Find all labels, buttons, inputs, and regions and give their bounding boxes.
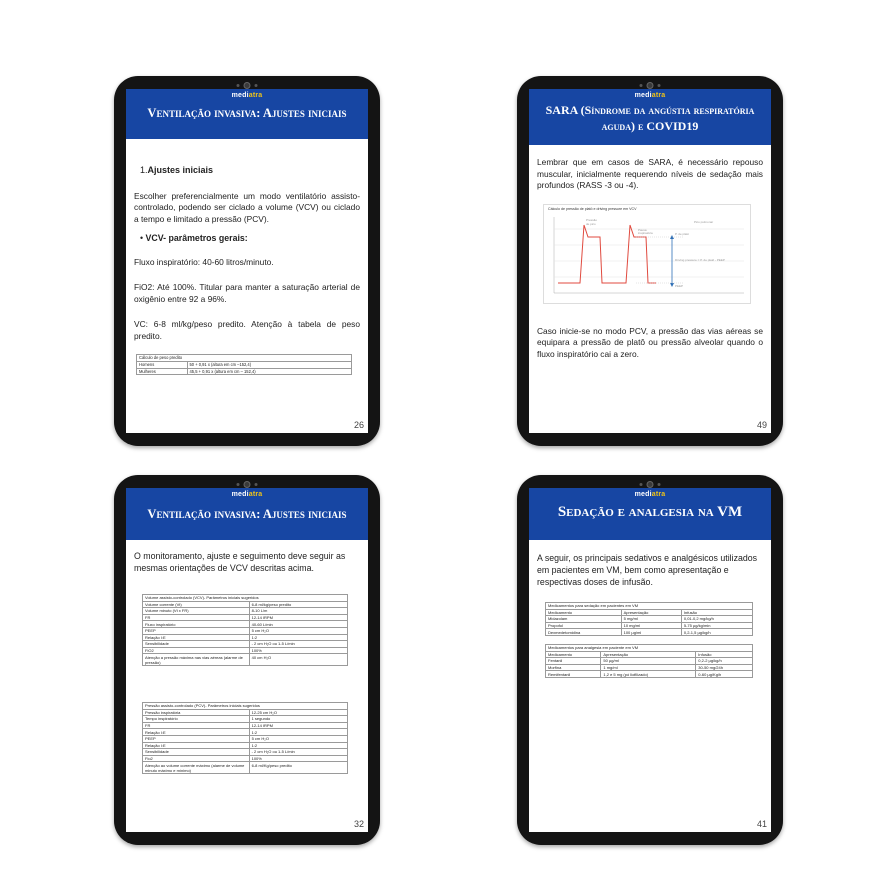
table-row: PEEP 5 cm H₂O: [143, 627, 348, 634]
table-row: PEEP 5 cm H₂O: [143, 735, 348, 742]
section-heading: 1.Ajustes iniciais: [140, 165, 214, 175]
paragraph: A seguir, os principais sedativos e analgésicos utilizados em pacientes em VM, bem como apresentação e respectivas doses de infusão.: [537, 553, 758, 587]
page-number: 26: [353, 420, 364, 430]
table-row: Volume corrente (Vt) 6-8 ml/kg/peso predito: [143, 601, 348, 608]
camera-dots: [237, 481, 258, 488]
page-header: [529, 488, 771, 540]
pressure-chart: [543, 204, 751, 304]
page-number: 49: [756, 420, 767, 430]
tablet-page-49: [517, 76, 783, 446]
table-row: Mulheres 45,5 + 0,91 x (altura em cm – 152,4): [137, 368, 352, 375]
page-header: [126, 89, 368, 139]
paragraph: Escolher preferencialmente um modo ventilatório assisto-controlado, podendo ser ciclado a volume (VCV) ou ciclado a tempo e limitado a pressão (PCV).: [134, 190, 360, 224]
brand-logo: mediatra: [231, 491, 263, 498]
pcv-params-table: [142, 702, 348, 774]
table-title: Medicamentos para sedação em pacientes em VM: [546, 603, 753, 610]
table-row: Relação I:E 1:2: [143, 634, 348, 641]
table-row: Morfina 1 mg/ml 30-50 mg/24h: [546, 664, 753, 671]
table-row: Atenção ao volume corrente máximo (alarme de volume minuto máximo e mínimo) 6-8 ml/Kg/peso predito: [143, 762, 348, 774]
paragraph: VC: 6-8 ml/kg/peso predito. Atenção à tabela de peso predito.: [134, 319, 360, 341]
page-header: [529, 89, 771, 145]
table-header-row: Medicamento Apresentação Infusão: [546, 609, 753, 616]
document-page: [529, 488, 771, 832]
table-row: Volume minuto (Vt x FR) 8-10 L/m: [143, 608, 348, 615]
table-row: Relação I:E 1:2: [143, 742, 348, 749]
label-caption: Pico pulmonar: [694, 219, 714, 224]
table-row: Sensibilidade - 2 cm H₂O ou 1-5 L/min: [143, 641, 348, 648]
tablet-page-41: [517, 475, 783, 845]
analgesia-table: [545, 644, 753, 678]
brand-logo: mediatra: [634, 92, 666, 99]
table-title: Volume assisto-controlado (VCV)- Parâmetros iniciais sugeridos: [143, 595, 348, 602]
pressure-waveform: [544, 215, 750, 299]
vcv-params-table: [142, 594, 348, 666]
table-row: Pressão inspiratória 12-25 cm H₂O: [143, 709, 348, 716]
svg-text:inspiratória: inspiratória: [638, 230, 653, 235]
svg-text:de pico: de pico: [586, 221, 596, 226]
table-row: Homens 50 + 0,91 x (altura em cm –152,4): [137, 361, 352, 368]
paragraph: Lembrar que em casos de SARA, é necessário repouso muscular, inicialmente requerendo níveis de sedação mais profundos (RASS -3 ou -4).: [537, 157, 763, 190]
table-row: Relação I:E 1:2: [143, 729, 348, 736]
page-header: [126, 488, 368, 540]
table-title: Cálculo de peso predito: [137, 355, 352, 362]
label-peep: PEEP: [675, 283, 684, 288]
table-title: Medicamentos para analgesia em paciente em VM: [546, 644, 753, 651]
label-peak: Pressão: [586, 217, 598, 222]
document-page: [529, 89, 771, 433]
page-title: Ventilação invasiva: Ajustes iniciais: [147, 507, 347, 521]
table-row: Fio2 100%: [143, 755, 348, 762]
page-title: Ventilação invasiva: Ajustes iniciais: [147, 106, 347, 120]
table-row: Remifentanil 1,2 e 5 mg (pó liofilizado) 0-60 µg/Kg/h: [546, 671, 753, 678]
page-number: 41: [756, 819, 767, 829]
table-row: Tempo inspiratório 1 segundo: [143, 716, 348, 723]
table-header-row: Medicamento Apresentação Infusão: [546, 651, 753, 658]
camera-dots: [640, 481, 661, 488]
bullet-icon: •: [140, 233, 144, 243]
paragraph: Fluxo inspiratório: 40-60 litros/minuto.: [134, 256, 274, 267]
paragraph: Caso inicie-se no modo PCV, a pressão das vias aéreas se equipara a pressão de platô ou pressão alveolar quando o fluxo inspiratório cai a zero.: [537, 325, 763, 359]
tablet-page-32: [114, 475, 380, 845]
page-title: Sedação e analgesia na VM: [557, 504, 743, 520]
brand-logo: mediatra: [231, 92, 263, 99]
page-number: 32: [353, 819, 364, 829]
table-row: Dexmedetomidina 100 µg/ml 0,2-1,5 µg/kg/h: [546, 629, 753, 636]
table-row: Fluxo inspiratório 40-60 L/min: [143, 621, 348, 628]
page-title: SARA (Síndrome da angústia respiratória aguda) e COVID19: [545, 103, 755, 133]
table-row: Propofol 10 mg/ml 5-75 µg/kg/min: [546, 622, 753, 629]
table-row: FR 12-14 IRPM: [143, 722, 348, 729]
label-driving: Driving pressure = P. de platô - PEEP: [675, 257, 725, 262]
table-row: Midazolam 5 mg/ml 0,01-0,2 mg/kg/h: [546, 616, 753, 623]
predicted-weight-table: [136, 354, 352, 375]
label-plateau: P. de platô: [675, 231, 689, 236]
sedation-table: [545, 602, 753, 636]
chart-title: Cálculo de pressão de platô e driving pressure em VCV: [548, 206, 637, 211]
bullet-heading: • VCV- parâmetros gerais:: [140, 233, 248, 243]
brand-logo: mediatra: [634, 491, 666, 498]
camera-dots: [237, 82, 258, 89]
table-row: FR 12-14 IRPM: [143, 614, 348, 621]
table-title: Pressão assisto-controlado (PCV)- Parâmetros iniciais sugeridos: [143, 702, 348, 709]
paragraph: FiO2: Até 100%. Titular para manter a saturação arterial de oxigênio entre 92 a 96%.: [134, 282, 360, 304]
paragraph: O monitoramento, ajuste e seguimento deve seguir as mesmas orientações de VCV descritas acima.: [134, 551, 346, 573]
table-row: Sensibilidade - 2 cm H₂O ou 1-5 L/min: [143, 749, 348, 756]
table-row: FiO2 100%: [143, 647, 348, 654]
table-row: Fentanil 50 µg/ml 0,2-2 µg/kg/h: [546, 658, 753, 665]
document-page: [126, 488, 368, 832]
table-row: Atenção a pressão máxima nas vias aéreas (alarme de pressão) 40 cm H₂O: [143, 654, 348, 666]
label-pause: Pausa: [638, 227, 647, 232]
document-page: [126, 89, 368, 433]
camera-dots: [640, 82, 661, 89]
tablet-page-26: [114, 76, 380, 446]
